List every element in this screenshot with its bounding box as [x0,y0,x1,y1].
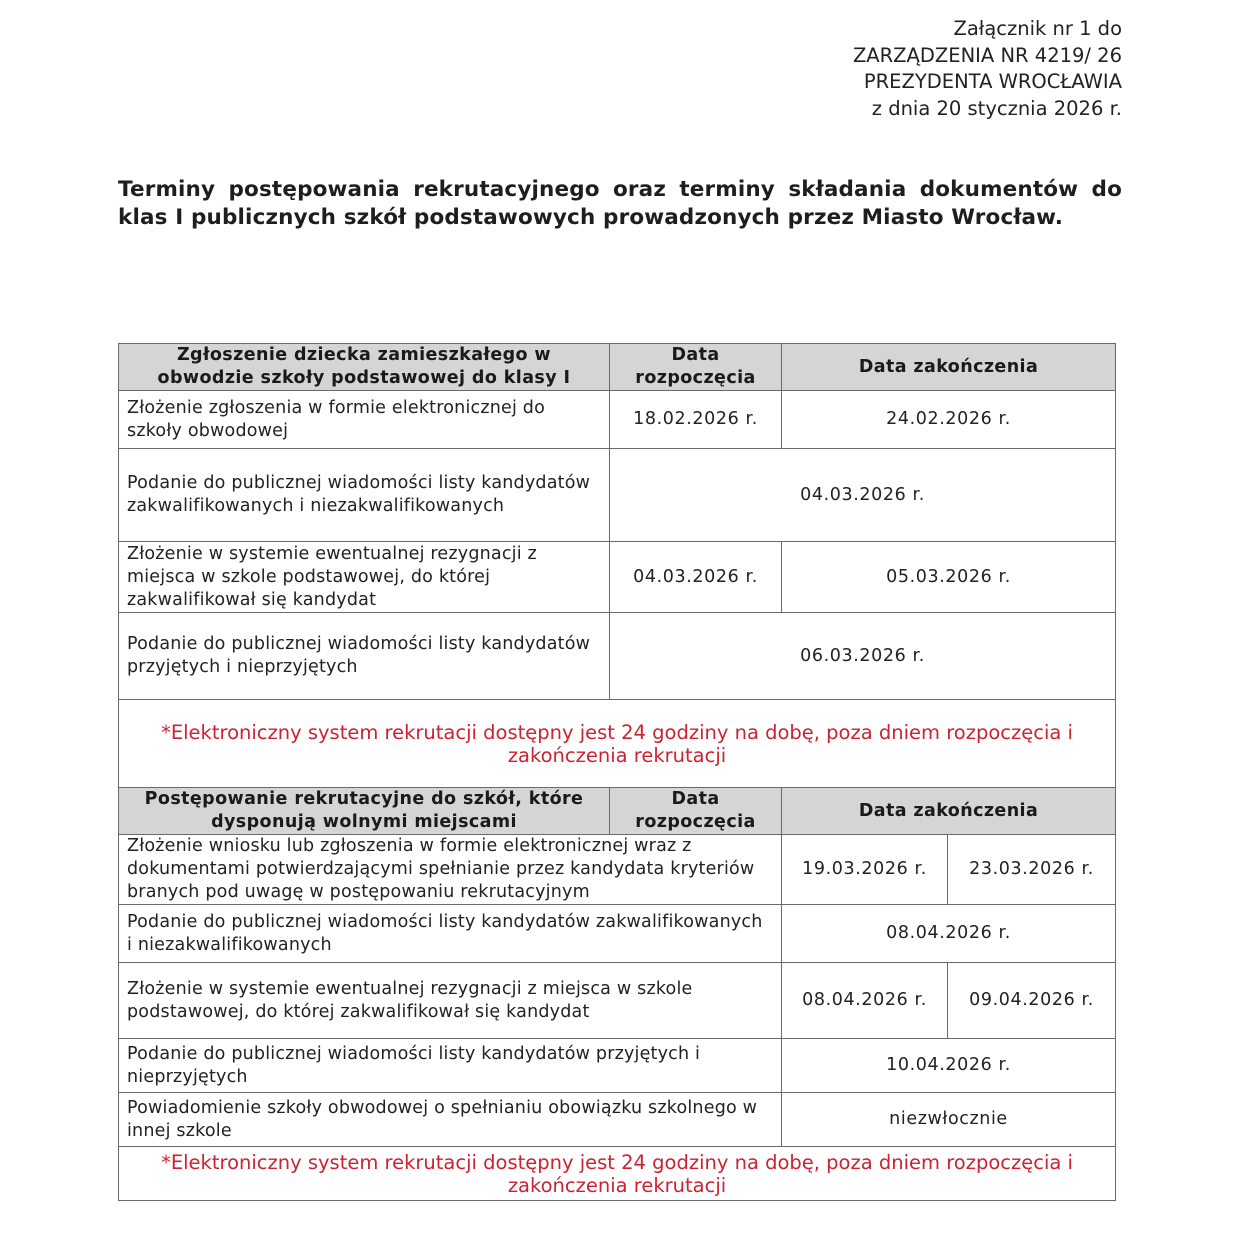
table-row [119,391,1116,449]
row-date: 08.04.2026 r. [782,905,1116,963]
row-description: Podanie do publicznej wiadomości listy kandydatów zakwalifikowanych i niezakwalifikowanych [119,449,610,542]
section1-header-start-date: Data rozpoczęcia [610,344,782,391]
section2-header-start-date: Data rozpoczęcia [610,788,782,835]
row-description: Złożenie wniosku lub zgłoszenia w formie elektronicznej wraz z dokumentami potwierdzającymi spełnianie przez kandydata kryteriów branych pod uwagę w postępowaniu rekrutacyjnym [119,835,782,905]
table-row [119,542,1116,613]
row-date: 10.04.2026 r. [782,1039,1116,1093]
section1-note-row [119,700,1116,788]
row-description: Złożenie w systemie ewentualnej rezygnacji z miejsca w szkole podstawowej, do której zakwalifikował się kandydat [119,542,610,613]
annex-line: PREZYDENTA WROCŁAWIA [863,70,1122,93]
section2-header-description: Postępowanie rekrutacyjne do szkół, które dysponują wolnymi miejscami [119,788,610,835]
table-row [119,613,1116,700]
table-row [119,1039,1116,1093]
row-description: Złożenie w systemie ewentualnej rezygnacji z miejsca w szkole podstawowej, do której zakwalifikował się kandydat [119,963,782,1039]
row-end-date: 05.03.2026 r. [782,542,1116,613]
row-date: 04.03.2026 r. [610,449,1116,542]
row-description: Złożenie zgłoszenia w formie elektronicznej do szkoły obwodowej [119,391,610,449]
table-row [119,835,1116,905]
annex-line: z dnia 20 stycznia 2026 r. [871,96,1122,120]
table-row [119,449,1116,542]
table-row [119,1093,1116,1147]
row-start-date: 04.03.2026 r. [610,542,782,613]
section1-header-description: Zgłoszenie dziecka zamieszkałego w obwodzie szkoły podstawowej do klasy I [119,344,610,391]
row-start-date: 19.03.2026 r. [782,835,948,905]
annex-line: ZARZĄDZENIA NR 4219/ 26 [852,43,1122,67]
row-end-date: 09.04.2026 r. [948,963,1116,1039]
row-start-date: 08.04.2026 r. [782,963,948,1039]
row-end-date: 23.03.2026 r. [948,835,1116,905]
row-description: Podanie do publicznej wiadomości listy kandydatów przyjętych i nieprzyjętych [119,613,610,700]
row-start-date: 18.02.2026 r. [610,391,782,449]
row-date: 06.03.2026 r. [610,613,1116,700]
annex-line: Załącznik nr 1 do [953,17,1122,40]
row-description: Podanie do publicznej wiadomości listy kandydatów przyjętych i nieprzyjętych [119,1039,782,1093]
document-title: Terminy postępowania rekrutacyjnego oraz terminy składania dokumentów do klas I publicznych szkół podstawowych prowadzonych przez Miasto Wrocław. [118,177,1122,230]
row-end-date: 24.02.2026 r. [782,391,1116,449]
availability-note: *Elektroniczny system rekrutacji dostępny jest 24 godziny na dobę, poza dniem rozpoczęcia i zakończenia rekrutacji [119,700,1116,788]
section1-header-end-date: Data zakończenia [782,344,1116,391]
section1-header-row [119,344,1116,391]
table-row [119,963,1116,1039]
schedule-table [118,343,1116,1201]
availability-note: *Elektroniczny system rekrutacji dostępny jest 24 godziny na dobę, poza dniem rozpoczęcia i zakończenia rekrutacji [119,1147,1116,1201]
annex-reference [853,16,1122,122]
row-date: niezwłocznie [782,1093,1116,1147]
table-row [119,905,1116,963]
row-description: Powiadomienie szkoły obwodowej o spełnianiu obowiązku szkolnego w innej szkole [119,1093,782,1147]
section2-header-end-date: Data zakończenia [782,788,1116,835]
row-description: Podanie do publicznej wiadomości listy kandydatów zakwalifikowanych i niezakwalifikowanych [119,905,782,963]
section2-header-row [119,788,1116,835]
section2-note-row [119,1147,1116,1201]
